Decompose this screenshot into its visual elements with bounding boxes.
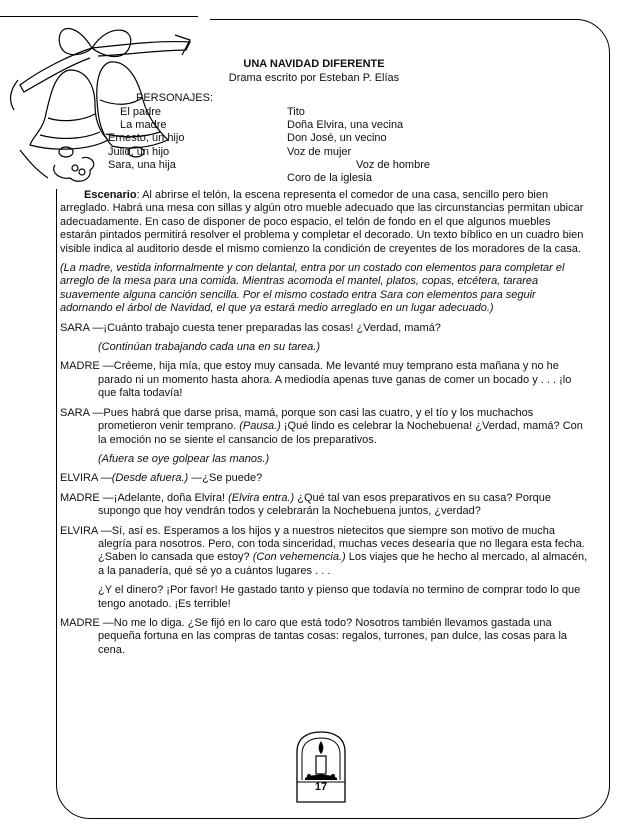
dialogue-text: ¡Qué lindo es celebrar la Nochebuena! ¿Verdad, mamá? Con la emoción no se siente el cansancio de los preparativos. bbox=[98, 420, 583, 446]
dialogue-line: MADRE —No me lo diga. ¿Se fijó en lo caro que está todo? Nosotros también llevamos gastada una pequeña fortuna en las compras de tantas cosas: regalos, turrones, pan dulce, las cosas para la cena. bbox=[60, 616, 568, 656]
cast-list-left bbox=[108, 106, 184, 172]
stage-direction: (Desde afuera.) bbox=[111, 472, 189, 485]
page-number: 17 bbox=[314, 781, 328, 793]
cast-heading: PERSONAJES: bbox=[136, 92, 214, 104]
stage-direction: (Afuera se oye golpear las manos.) bbox=[98, 452, 270, 465]
dialogue-line bbox=[60, 407, 590, 447]
dialogue-text: MADRE —¡Adelante, doña Elvira! bbox=[60, 491, 229, 504]
stage-direction: (Elvira entra.) bbox=[228, 491, 295, 504]
cast-item: Don José, un vecino bbox=[287, 132, 387, 145]
cast-item: Tito bbox=[287, 106, 305, 118]
cast-list-right bbox=[287, 106, 430, 185]
dialogue-text: Los viajes que he hecho al mercado, al almacén, a la panadería, qué sé yo a cuántos lugares . . . bbox=[98, 551, 588, 577]
cast-item: Voz de mujer bbox=[287, 145, 352, 158]
cast-item: La madre bbox=[120, 119, 167, 132]
dialogue-line bbox=[60, 525, 590, 579]
stage-direction: (Pausa.) bbox=[239, 420, 281, 433]
dialogue-text: ELVIRA —Sí, así es. Esperamos a los hijos y a nuestros nietecitos que siempre son motivo de mucha alegría para nosotros. Pero, con toda sinceridad, muchas veces desearía que no llegara esta fecha. ¿Saben lo cansada que estoy? bbox=[60, 524, 585, 564]
dialogue-continuation: ¿Y el dinero? ¡Por favor! He gastado tanto y pienso que todavía no termino de comprar todo lo que tengo anotado. ¡Es terrible! bbox=[98, 584, 581, 610]
scenario-label: Escenario bbox=[84, 189, 137, 201]
dialogue-line: SARA —¡Cuánto trabajo cuesta tener preparadas las cosas! ¿Verdad, mamá? bbox=[60, 321, 441, 334]
stage-direction: (Con vehemencia.) bbox=[252, 551, 346, 564]
play-author: Drama escrito por Esteban P. Elías bbox=[228, 72, 400, 84]
cast-item: Sara, una hija bbox=[108, 158, 176, 171]
scenario-paragraph bbox=[60, 189, 590, 256]
scenario-text: : Al abrirse el telón, la escena representa el comedor de una casa, sencillo pero bien arreglado. Habrá una mesa con sillas y algún otro mueble adecuado que las circunstancias permitan ubicar adecuadamente. En caso de disponer de poco espacio, el telón de fondo en el que algunos muebles estarán pintados permitirá resolver el problema y completar el decorado. Un texto bíblico en un cuadro bien visible indica al auditorio desde el mismo comienzo la condición de creyentes de los moradores de la casa. bbox=[60, 189, 584, 255]
cast-item: Voz de hombre bbox=[356, 158, 430, 171]
cast-item: El padre bbox=[120, 106, 161, 118]
dialogue-line bbox=[60, 472, 590, 485]
dialogue-line bbox=[60, 492, 590, 519]
cast-item: Julio, un hijo bbox=[108, 145, 170, 158]
dialogue-text: ¿Qué tal van esos preparativos en su casa? Porque supongo que hoy vendrán todos y celebrarán la Nochebuena juntos, ¿verdad? bbox=[98, 491, 551, 518]
dialogue-text: SARA —Pues habrá que darse prisa, mamá, porque son casi las cuatro, y el tío y los muchachos prometieron venir temprano. bbox=[60, 406, 534, 433]
play-title: UNA NAVIDAD DIFERENTE bbox=[243, 58, 385, 70]
dialogue-text: ELVIRA — bbox=[60, 472, 112, 485]
dialogue-line: MADRE —Créeme, hija mía, que estoy muy cansada. Me levanté muy temprano esta mañana y no he parado ni un momento hasta ahora. A mediodía apenas tuve ganas de comer un bocado y . . . ¡lo que falta todavía! bbox=[60, 360, 572, 400]
cast-item: Ernesto, un hijo bbox=[108, 132, 185, 145]
dialogue-text: —¿Se puede? bbox=[188, 472, 263, 485]
cast-item: Coro de la iglesia bbox=[287, 172, 372, 185]
cast-item: Doña Elvira, una vecina bbox=[287, 119, 404, 132]
stage-direction: (Continúan trabajando cada una en su tarea.) bbox=[98, 341, 320, 354]
stage-direction: (La madre, vestida informalmente y con delantal, entra por un costado con elementos para completar el arreglo de la mesa para una comida. Mientras acomoda el mantel, platos, copas, etcétera, tararea suavemente alguna canción sencilla. Por el mismo costado entra Sara con elementos para seguir adornando el árbol de Navidad, el que ya estará medio arreglado en un lugar adecuado.) bbox=[60, 262, 565, 315]
script-body bbox=[60, 189, 590, 663]
